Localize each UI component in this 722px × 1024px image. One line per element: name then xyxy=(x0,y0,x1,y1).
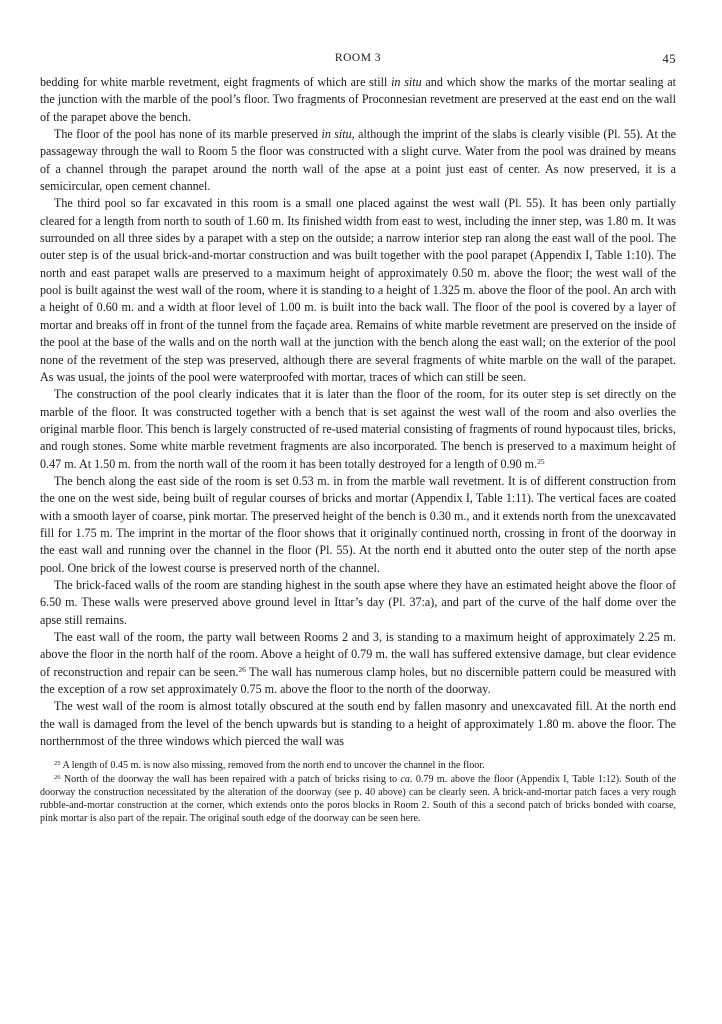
paragraph xyxy=(40,126,676,195)
italic-term: in situ, xyxy=(321,127,355,142)
text-run: The wall has numerous clamp holes, but no discernible pattern could be measured with the exception of a row set approximately 0.75 m. above the floor to the north of the doorway. xyxy=(40,664,676,697)
italic-term: in situ xyxy=(391,75,422,89)
text-run: although the imprint of the slabs is clearly visible (Pl. 55). At the passageway through the wall to Room 5 the floor was constructed with a slight curve. Water from the pool was drained by means of a channel through the parapet around the north wall of the apse at a point just east of center. As now preserved, it is a semicircular, open cement channel. xyxy=(40,127,676,194)
running-header xyxy=(40,52,676,74)
text-run: The east wall of the room, the party wall between Rooms 2 and 3, is standing to a maximum height of approximately 2.25 m. above the floor in the north half of the room. Above a height of 0.79 m. the wall has suffered extensive damage, but clear evidence of reconstruction and repair can be seen. xyxy=(40,630,676,679)
body-text xyxy=(40,74,676,750)
footnote-text: 0.79 m. above the floor (Appendix I, Table 1:12). South of the doorway the construction necessitated by the alteration of the doorway (see p. 40 above) can be clearly seen. A brick-and-mortar patch faces a very rough rubble-and-mortar construction at the corner, which extends onto the poros blocks in Room 2. South of this a second patch of bricks bonded with coarse, pink mortar is also part of the repair. The original south edge of the doorway can be seen here. xyxy=(40,773,676,824)
paragraph xyxy=(40,473,676,577)
text-run: The floor of the pool has none of its marble preserved xyxy=(54,127,322,142)
italic-term: ca. xyxy=(400,773,413,785)
paragraph xyxy=(40,386,676,473)
footnote-number: 25 xyxy=(54,760,61,768)
page xyxy=(40,52,676,825)
paragraph xyxy=(40,74,676,126)
text-run: bedding for white marble revetment, eight fragments of which are still xyxy=(40,75,392,89)
text-run: The third pool so far excavated in this room is a small one placed against the west wall (Pl. 55). It has been only partially cleared for a length from north to south of 1.60 m. Its finished width from east to west, including the inner step, was 1.80 m. It was surrounded on all three sides by a parapet with a step on the outside; a narrow interior step ran along the east wall of the pool. The outer step is of the usual brick-and-mortar construction and was built together with the pool parapet (Appendix I, Table 1:10). The north and east parapet walls are preserved to a maximum height of approximately 0.50 m. above the floor; the west wall of the pool is built against the west wall of the room, where it is standing to a height of 1.325 m. above the floor of the pool. An arch with a height of 0.60 m. and a width at floor level of 1.00 m. is built into the back wall. The floor of the pool is covered by a layer of mortar and breaks off in front of the tunnel from the façade area. Remains of white marble revetment are preserved on the inside of the pool at the base of the walls and on the north wall at the junction with the bench along the east wall; on the exterior of the pool none of the revetment of the step was preserved, although there are several fragments of white marble on the wall of the parapet. As was usual, the joints of the pool were waterproofed with mortar, traces of which can still be seen. xyxy=(40,196,676,384)
footnote-number: 26 xyxy=(54,773,61,781)
footnotes xyxy=(40,759,676,824)
running-title: ROOM 3 xyxy=(334,52,382,64)
footnote-text: A length of 0.45 m. is now also missing, removed from the north end to uncover the channel in the floor. xyxy=(60,760,485,772)
text-run: The bench along the east side of the room is set 0.53 m. in from the marble wall revetment. It is of different construction from the one on the west side, being built of regular courses of bricks and mortar (Appendix I, Table 1:11). The vertical faces are coated with a smooth layer of coarse, pink mortar. The preserved height of the bench is 0.30 m., and it extends north from the unexcavated fill for 1.75 m. The imprint in the mortar of the floor shows that it originally continued north, crossing in front of the doorway in the east wall and running over the channel in the floor (Pl. 55). At the north end it abutted onto the outer step of the north apse pool. One brick of the lowest course is preserved north of the channel. xyxy=(40,473,676,575)
footnote xyxy=(40,773,676,825)
footnote-ref[interactable]: 25 xyxy=(537,456,545,466)
text-run: The west wall of the room is almost totally obscured at the south end by fallen masonry and unexcavated fill. At the north end the wall is damaged from the level of the bench upwards but is standing to a height of approximately 1.80 m. above the floor. The northernmost of the three windows which pierced the wall was xyxy=(40,699,676,749)
footnote xyxy=(40,759,676,772)
text-run: The brick-faced walls of the room are standing highest in the south apse where they have an estimated height above the floor of 6.50 m. These walls were preserved above ground level in Ittar’s day (Pl. 37:a), and part of the curve of the half dome over the apse still remains. xyxy=(40,577,676,627)
text-run: The construction of the pool clearly indicates that it is later than the floor of the room, for its outer step is set directly on the marble of the floor. It was constructed together with a bench that is set against the west wall of the room and also overlies the original marble floor. This bench is largely constructed of re-used material consisting of fragments of round hypocaust tiles, bricks, and rough stones. Some white marble revetment fragments are also incorporated. The bench is preserved to a maximum height of 0.47 m. At 1.50 m. from the north wall of the room it has been totally destroyed for a length of 0.90 m. xyxy=(40,387,676,471)
page-number: 45 xyxy=(662,52,676,66)
paragraph xyxy=(40,577,676,629)
paragraph xyxy=(40,195,676,386)
paragraph xyxy=(40,629,676,698)
footnote-text: North of the doorway the wall has been repaired with a patch of bricks rising to xyxy=(60,773,401,785)
footnote-ref[interactable]: 26 xyxy=(238,664,246,674)
text-run: and which show the marks of the mortar sealing at the junction with the marble of the pool’s floor. Two fragments of Proconnesian revetment are preserved at the east end on the wall of the parapet above the bench. xyxy=(40,75,676,124)
paragraph xyxy=(40,698,676,750)
